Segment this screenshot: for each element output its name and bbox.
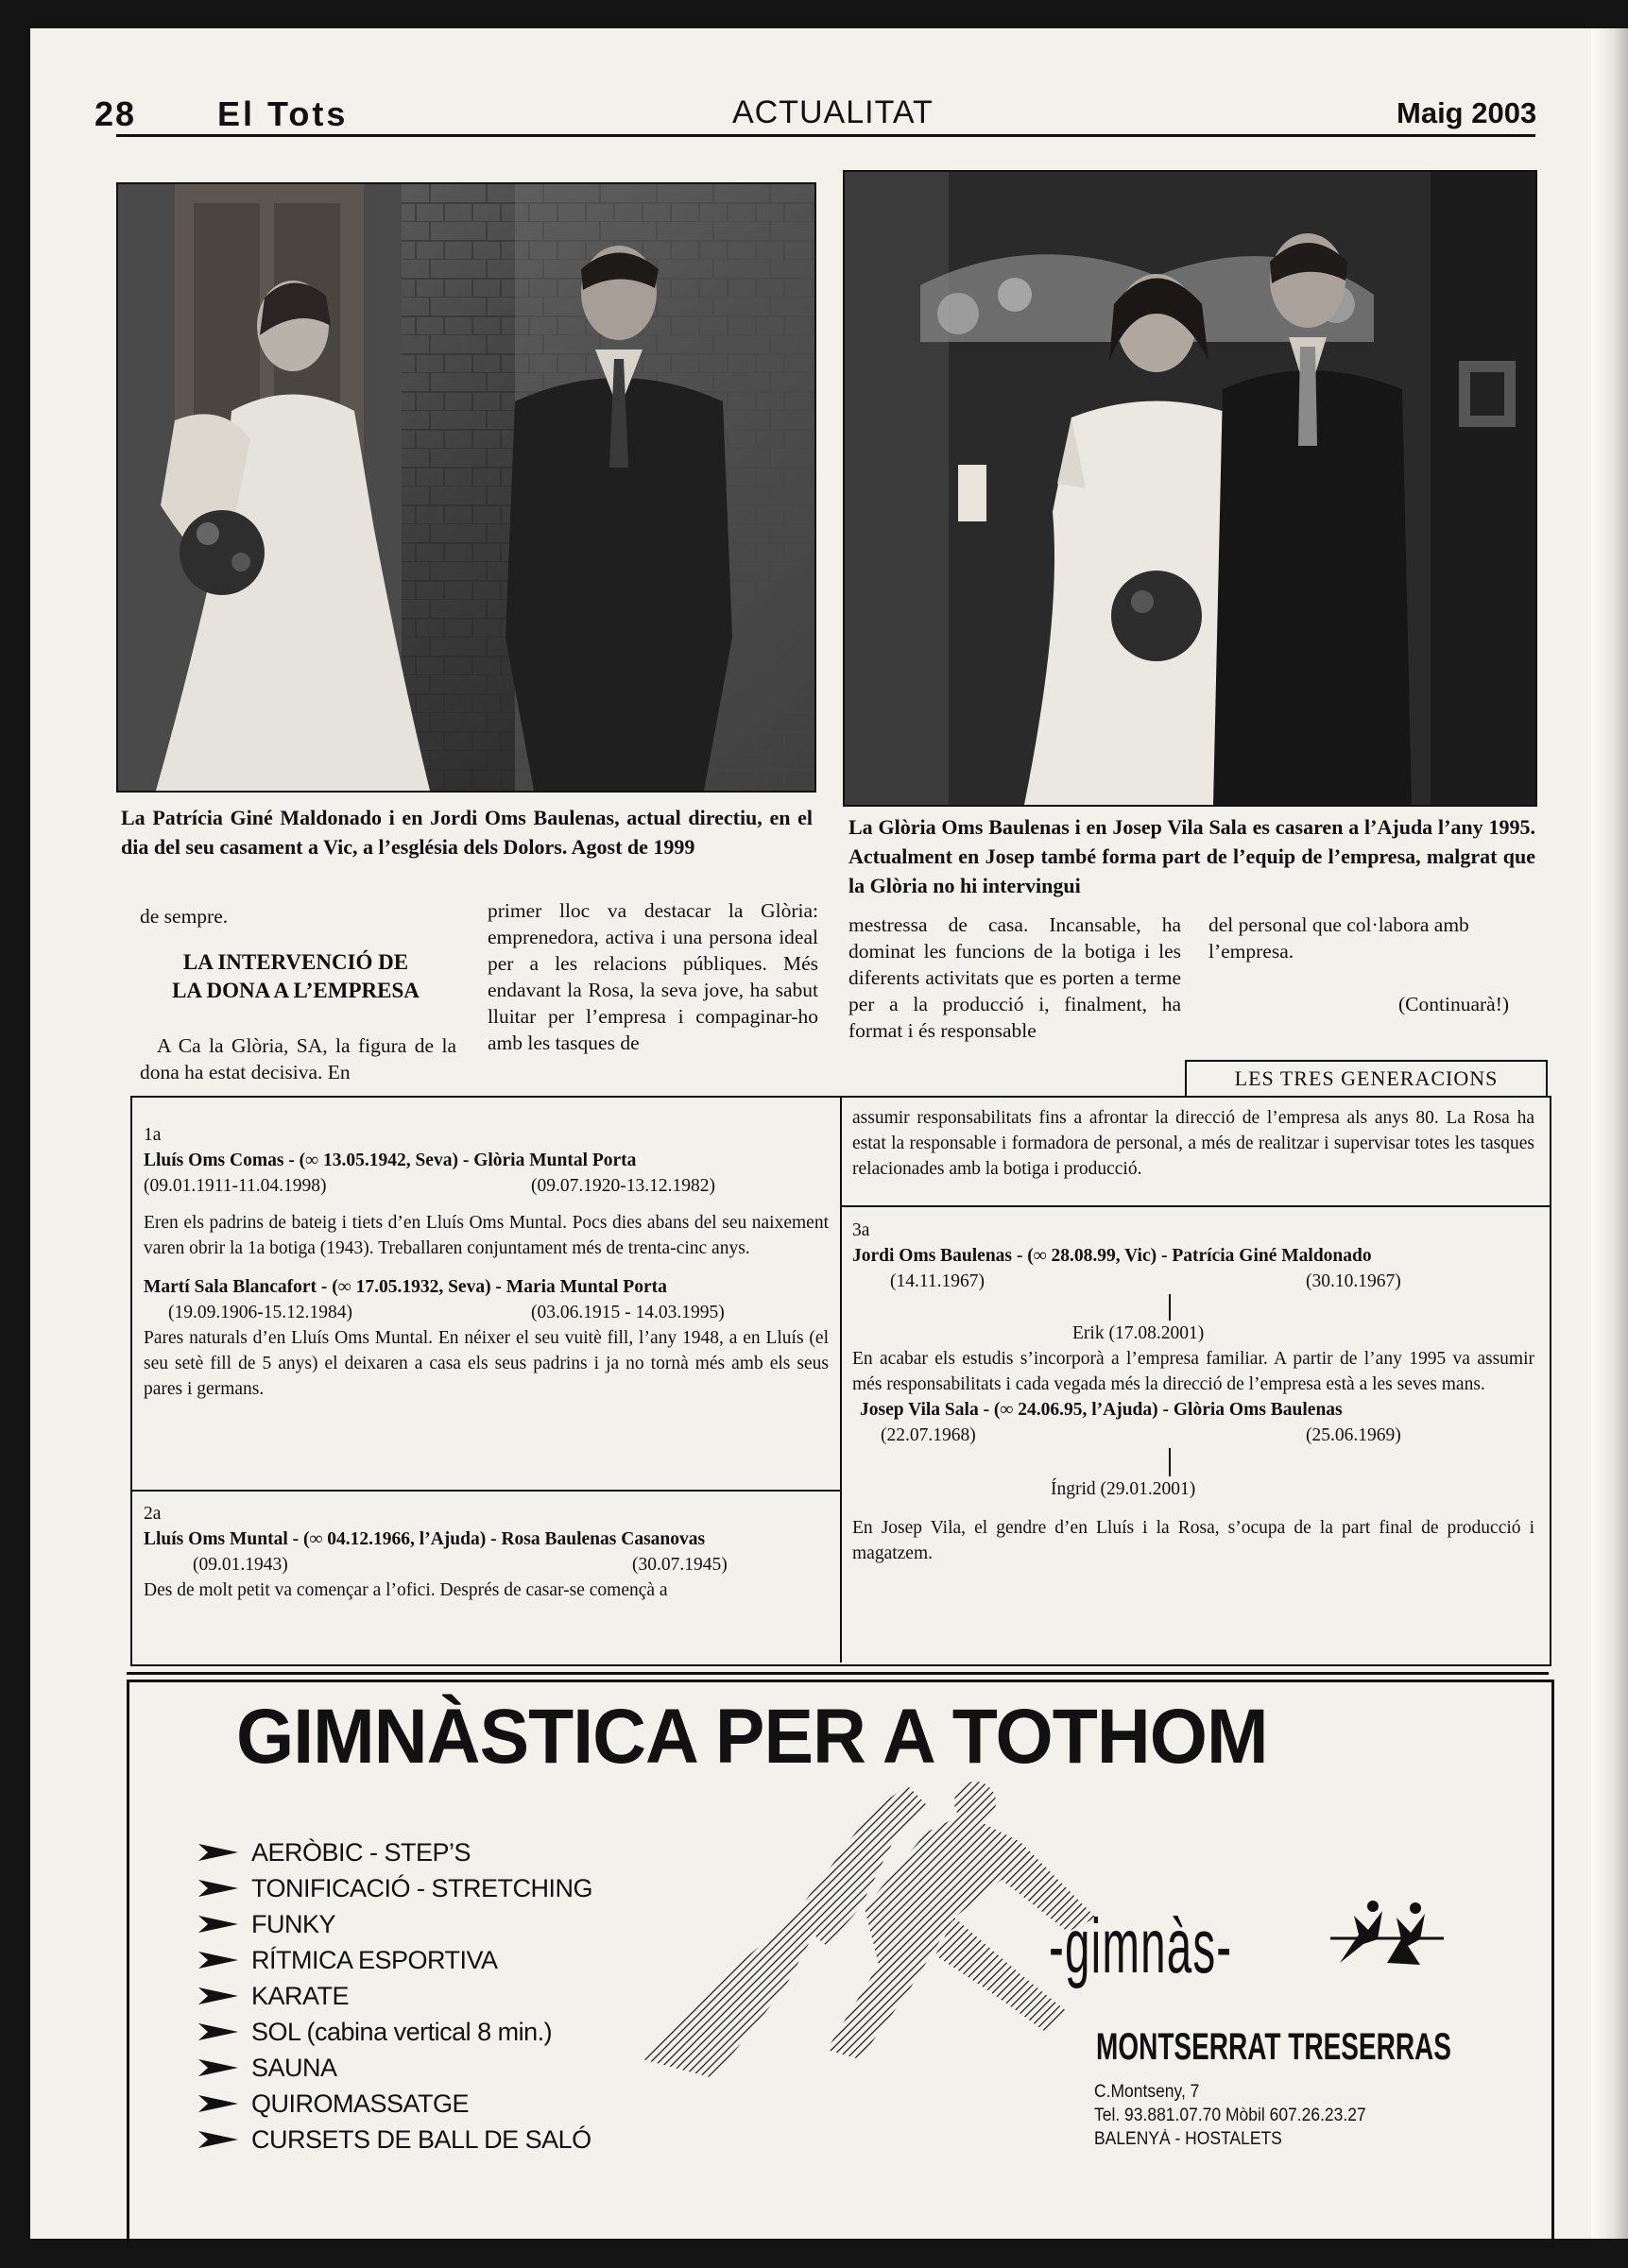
services-list xyxy=(198,1834,592,2157)
caption-left: La Patrícia Giné Maldonado i en Jordi Oms Baulenas, actual directiu, en el dia del seu casament a Vic, a l’església dels Dolors. Agost de 1999 xyxy=(121,806,813,859)
arrow-right-icon xyxy=(198,1914,238,1935)
article-col2-body: primer lloc va destacar la Glòria: emprenedora, activa i una persona ideal per a les relacions públiques. Més endavant la Rosa, la seva jove, ha sabut lluitar per l’empresa i compaginar-ho amb les tasques de xyxy=(488,899,818,1054)
gen2-dates-right: (30.07.1945) xyxy=(632,1555,728,1575)
address-town: BALENYÀ - HOSTALETS xyxy=(1094,2129,1282,2149)
gym-logo-figures xyxy=(1330,1897,1444,1972)
gen3-couple2: Josep Vila Sala - (∞ 24.06.95, l’Ajuda) - Glòria Oms Baulenas xyxy=(860,1400,1343,1420)
article-col4-body: del personal que col·labora amb l’empresa. xyxy=(1208,913,1469,963)
service-item: KARATE xyxy=(198,1978,592,2014)
service-item: TONIFICACIÓ - STRETCHING xyxy=(198,1870,592,1906)
page-number: 28 xyxy=(94,94,137,133)
gen1-couple2: Martí Sala Blancafort - (∞ 17.05.1932, Seva) - Maria Muntal Porta xyxy=(144,1277,667,1297)
gen3-couple2-dates-right: (25.06.1969) xyxy=(1306,1425,1401,1445)
gen1-couple2-dates-left: (19.09.1906-15.12.1984) xyxy=(168,1303,352,1322)
arrow-right-icon xyxy=(198,2021,238,2042)
service-item: SAUNA xyxy=(198,2050,592,2086)
gen1-couple2-dates xyxy=(144,1300,829,1325)
article-subheading xyxy=(140,948,452,1005)
gen3-child1: Erik (17.08.2001) xyxy=(1072,1323,1205,1343)
gen1-label: 1a xyxy=(144,1125,162,1145)
generations-divider-right xyxy=(840,1205,1550,1207)
gen3-child1-connector xyxy=(1169,1294,1171,1321)
article-col1-start: de sempre. xyxy=(140,905,229,928)
gen2-couple: Lluís Oms Muntal - (∞ 04.12.1966, l’Ajuda) - Rosa Baulenas Casanovas xyxy=(144,1529,706,1549)
gen2-text-cont: assumir responsabilitats fins a afrontar la direcció de l’empresa als anys 80. La Rosa ha estat la responsable i formadora de personal, a més de realitzar i supervisar totes les tasques relacionades amb la botiga i producció. xyxy=(852,1108,1534,1179)
gen2-label: 2a xyxy=(144,1504,162,1524)
gen3-couple1-text: En acabar els estudis s’incorporà a l’empresa familiar. A partir de l’any 1995 va assumir més responsabilitats i cada vegada més la direcció de l’empresa està a les seves mans. xyxy=(852,1349,1534,1394)
gen2-dates xyxy=(144,1552,829,1577)
article-col1-body: A Ca la Glòria, SA, la figura de la dona ha estat decisiva. En xyxy=(140,1034,456,1083)
service-item: SOL (cabina vertical 8 min.) xyxy=(198,2014,592,2050)
gen1-couple2-text: Pares naturals d’en Lluís Oms Muntal. En néixer el seu vuitè fill, l’any 1948, a en Lluís (el seu setè fill de 5 anys) el deixaren a casa els seus padrins i ja no tornà més amb els seus pares i germans. xyxy=(144,1328,829,1399)
arrow-right-icon xyxy=(198,2129,238,2150)
gen3-child2-connector xyxy=(1169,1448,1171,1476)
arrow-right-icon xyxy=(198,1986,238,2006)
generations-divider-vertical xyxy=(840,1096,842,1663)
gen1-couple1-text: Eren els padrins de bateig i tiets d’en Lluís Oms Muntal. Pocs dies abans del seu naixement varen obrir la 1a botiga (1943). Treballaren conjuntament més de trenta-cinc anys. xyxy=(144,1213,829,1258)
arrow-right-icon xyxy=(198,2057,238,2078)
gen2-text-start: Des de molt petit va començar a l’ofici. Després de casar-se començà a xyxy=(144,1580,668,1600)
service-item: CURSETS DE BALL DE SALÓ xyxy=(198,2122,592,2157)
service-item: RÍTMICA ESPORTIVA xyxy=(198,1942,592,1978)
section-name: ACTUALITAT xyxy=(732,94,934,130)
service-item: QUIROMASSATGE xyxy=(198,2086,592,2122)
gen3-couple2-dates-left: (22.07.1968) xyxy=(881,1425,976,1445)
wedding-photo-left xyxy=(116,182,816,793)
business-name: MONTSERRAT TRESERRAS xyxy=(1096,2026,1451,2068)
subheading-line1: LA INTERVENCIÓ DE xyxy=(182,950,409,974)
gen3-couple1-dates-right: (30.10.1967) xyxy=(1306,1271,1401,1291)
arrow-right-icon xyxy=(198,2093,238,2114)
address-line1: C.Montseny, 7 xyxy=(1094,2082,1200,2102)
subheading-line2: LA DONA A L’EMPRESA xyxy=(172,979,420,1002)
gen3-couple1-dates-left: (14.11.1967) xyxy=(890,1271,985,1291)
gen2-dates-left: (09.01.1943) xyxy=(193,1555,288,1575)
service-item: AERÒBIC - STEP’S xyxy=(198,1834,592,1870)
arrow-right-icon xyxy=(198,1878,238,1899)
generation-2 xyxy=(144,1501,829,1603)
header-rule xyxy=(116,134,1535,137)
gen3-child2: Íngrid (29.01.2001) xyxy=(1051,1479,1196,1499)
facing-page-edge xyxy=(1591,28,1628,2239)
arrow-right-icon xyxy=(198,1950,238,1970)
caption-right: La Glòria Oms Baulenas i en Josep Vila Sala es casaren a l’Ajuda l’any 1995. Actualment en Josep també forma part de l’equip de l’empresa, malgrat que la Glòria no hi intervingui xyxy=(848,815,1535,897)
issue-date: Maig 2003 xyxy=(1397,96,1537,129)
gen3-couple2-dates xyxy=(852,1423,1534,1448)
service-item: FUNKY xyxy=(198,1906,592,1942)
gen1-couple1: Lluís Oms Comas - (∞ 13.05.1942, Seva) - Glòria Muntal Porta xyxy=(144,1151,637,1170)
gen1-couple1-dates-left: (09.01.1911-11.04.1998) xyxy=(144,1176,327,1196)
gen1-couple2-dates-right: (03.06.1915 - 14.03.1995) xyxy=(531,1303,725,1322)
gen1-couple1-dates-right: (09.07.1920-13.12.1982) xyxy=(531,1176,715,1196)
gen3-couple2-text: En Josep Vila, el gendre d’en Lluís i la Rosa, s’ocupa de la part final de producció i magatzem. xyxy=(852,1518,1534,1563)
generations-divider-left xyxy=(130,1490,841,1492)
gen3-couple1: Jordi Oms Baulenas - (∞ 28.08.99, Vic) - Patrícia Giné Maldonado xyxy=(852,1246,1372,1266)
article-col3-body: mestressa de casa. Incansable, ha dominat les funcions de la botiga i les diferents activitats que es porten a terme per a la producció i, finalment, ha format i és responsable xyxy=(848,913,1181,1042)
address-phone: Tel. 93.881.07.70 Mòbil 607.26.23.27 xyxy=(1094,2106,1366,2125)
gym-word: -gimnàs- xyxy=(1049,1903,1233,1989)
gen1-couple1-dates xyxy=(144,1173,829,1199)
generation-3 xyxy=(852,1218,1534,1566)
gen3-label: 3a xyxy=(852,1220,870,1240)
generations-title: LES TRES GENERACIONS xyxy=(1185,1060,1548,1098)
gen3-couple1-dates xyxy=(852,1269,1534,1294)
ad-top-rule xyxy=(127,1672,1549,1675)
wedding-photo-right xyxy=(843,170,1537,807)
generation-1 xyxy=(144,1122,829,1402)
continued-note: (Continuarà!) xyxy=(1398,993,1510,1015)
ad-title: GIMNÀSTICA PER A TOTHOM xyxy=(236,1694,1268,1780)
publication-name: El Tots xyxy=(217,94,349,133)
arrow-right-icon xyxy=(198,1842,238,1863)
